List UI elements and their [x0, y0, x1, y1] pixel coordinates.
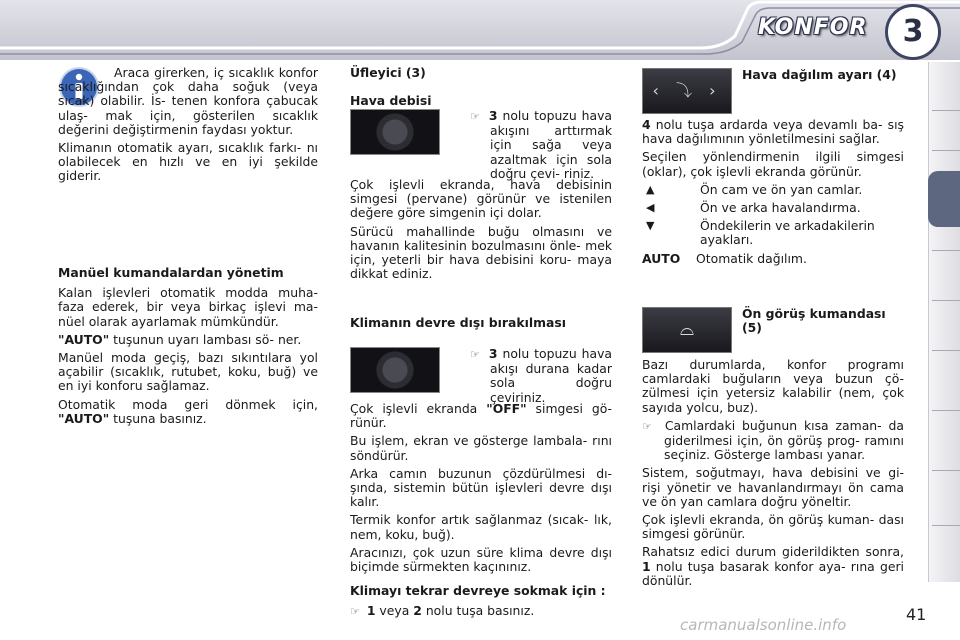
tab-divider	[932, 250, 960, 251]
off-section	[350, 316, 612, 336]
off-label: "OFF"	[486, 401, 527, 416]
demist-heading-box	[742, 307, 902, 341]
manual-heading: Manüel kumandalardan yönetim	[58, 265, 284, 280]
demist-text: nolu tuşa basarak konfor aya- rına geri dönülür.	[642, 558, 904, 588]
arrow-up-icon: ▲	[646, 182, 655, 196]
manual-text: tuşunun uyarı lambası sö- ner.	[109, 331, 302, 347]
demist-paragraph	[642, 545, 904, 588]
restart-section	[350, 584, 612, 623]
demist-paragraph: Bazı durumlarda, konfor programı camlardaki buğuların veya buzun çö- zülmesi için yetersiz kalabilir (nem, çok sayıda yolcu, buz).	[642, 357, 904, 415]
manual-paragraph	[58, 398, 318, 426]
off-text: simgesi gö- rünür.	[350, 401, 613, 431]
pointer-icon: ☞	[470, 348, 489, 361]
blower-body	[350, 178, 612, 285]
pointer-icon: ☞	[350, 605, 367, 619]
option-text: Otomatik dağılım.	[696, 250, 807, 266]
distribution-paragraph	[642, 118, 904, 146]
manual-paragraph: Manüel moda geçiş, bazı sıkıntılara yol açabilir (sıcaklık, rutubet, koku, buğ) ve en iyi konforu sağlamaz.	[58, 350, 318, 394]
blower-paragraph: Çok işlevli ekranda, hava debisinin simgesi (pervane) görünür ve istenilen değere göre simgenin içi dolar.	[350, 177, 612, 221]
pointer-icon: ☞	[470, 110, 489, 123]
fan-instruction-text	[470, 109, 612, 181]
off-text: nolu topuzu hava akışı durana kadar sola doğru çeviriniz.	[490, 346, 612, 405]
page-title: KONFOR	[758, 15, 868, 40]
demist-body	[642, 358, 904, 592]
distribution-option	[642, 219, 904, 247]
demist-text: Camlardaki buğunun kısa zaman- da giderilmesi için, ön görüş prog- ramını seçiniz. Gösterge lambası yanar.	[664, 417, 905, 463]
off-paragraph: Arka camın buzunun çözdürülmesi dı- şında, sistemin bütün işlevleri devre dışı kalır.	[350, 465, 612, 510]
blower-heading: Üfleyici (3)	[350, 65, 426, 80]
restart-instruction	[350, 604, 612, 619]
control-number: 3	[488, 346, 498, 361]
control-number: 4	[642, 117, 651, 132]
manual-text: tuşuna basınız.	[109, 410, 207, 426]
tab-divider	[932, 470, 960, 471]
off-paragraph	[350, 402, 612, 430]
auto-key-label: "AUTO"	[58, 331, 110, 347]
demist-heading: Ön görüş kumandası (5)	[742, 306, 886, 336]
air-flow-subheading: Hava debisi	[350, 93, 432, 109]
tab-divider	[932, 150, 960, 151]
off-paragraph: Termik konfor artık sağlanmaz (sıcak- lık, nem, koku, buğ).	[350, 512, 612, 542]
distribution-heading-box	[742, 68, 902, 88]
tab-divider	[932, 525, 960, 526]
pointer-icon: ☞	[642, 419, 665, 433]
fan-instruction	[450, 109, 612, 185]
column-1	[58, 66, 318, 188]
page-number: 41	[906, 605, 927, 624]
option-text: Ön ve arka havalandırma.	[700, 200, 861, 216]
manual-text: Otomatik moda geri dönmek için,	[58, 396, 318, 412]
distribution-heading: Hava dağılım ayarı (4)	[742, 67, 897, 82]
distribution-paragraph: Seçilen yönlendirmenin ilgili simgesi (oklar), çok işlevli ekranda görünür.	[642, 149, 904, 179]
demist-button-photo: ⌓	[642, 307, 732, 353]
auto-key-label: "AUTO"	[58, 410, 110, 426]
tab-divider	[932, 300, 960, 301]
arrow-left-icon: ◀	[646, 201, 655, 215]
distribution-option-auto	[642, 252, 904, 266]
distribution-body	[642, 118, 904, 270]
demist-text: Rahatsız edici durum giderildikten sonra,	[642, 544, 904, 560]
arrow-down-icon: ▼	[646, 219, 655, 233]
restart-text: nolu tuşa basınız.	[421, 603, 535, 619]
control-number: 1	[642, 558, 651, 574]
off-paragraph: Aracınızı, çok uzun süre klima devre dışı biçimde sürmekten kaçınınız.	[350, 544, 612, 575]
off-heading: Klimanın devre dışı bırakılması	[350, 315, 567, 330]
off-body	[350, 402, 612, 578]
tab-divider	[932, 110, 960, 111]
control-number: 3	[488, 108, 498, 123]
off-instruction-text	[470, 347, 612, 405]
distribution-option	[642, 201, 904, 215]
manual-paragraph: Kalan işlevleri otomatik modda muha- faza ederek, bir veya birkaç işlevi ma- nüel olarak ayarlamak mümkündür.	[58, 285, 318, 329]
restart-heading: Klimayı tekrar devreye sokmak için :	[350, 583, 606, 598]
manual-paragraph	[58, 333, 318, 347]
intro-paragraph: Araca girerken, iç sıcaklık konfor sıcaklığından çok daha soğuk (veya sıcak) olabilir. İs- tenen konfora çabucak ulaş- mak için, gösterilen sıcaklık değerini değiştirmenin faydası yoktur.	[58, 65, 318, 137]
chapter-badge: 3	[885, 4, 941, 60]
intro-paragraph: Klimanın otomatik ayarı, sıcaklık farkı- nı olabilecek en hızlı ve en iyi şekilde giderir.	[58, 140, 318, 184]
tab-divider	[932, 410, 960, 411]
off-text: Çok işlevli ekranda	[350, 401, 487, 416]
off-paragraph: Bu işlem, ekran ve gösterge lambala- rını söndürür.	[350, 433, 612, 463]
option-text: Ön cam ve ön yan camlar.	[700, 181, 863, 197]
control-number: 1	[366, 603, 376, 619]
fan-knob-off-photo	[350, 347, 440, 393]
distribution-text: nolu tuşa ardarda veya devamlı ba- sış hava dağılımının yönletilmesini sağlar.	[642, 117, 904, 147]
tab-divider	[932, 350, 960, 351]
chapter-tabs	[928, 62, 960, 582]
fan-text: nolu topuzu hava akışını arttırmak için sağa veya azaltmak için sola doğru çevi- riniz.	[490, 108, 612, 181]
restart-text: veya	[375, 603, 414, 619]
option-text: Öndekilerin ve arkadakilerin ayakları.	[700, 218, 875, 248]
watermark: carmanualsonline.info	[680, 616, 847, 634]
demist-paragraph: Sistem, soğutmayı, hava debisini ve gi- rişi yönetir ve havanlandırmayı ön cama ve ön yan camlara doğru yöneltir.	[642, 465, 904, 509]
demist-paragraph: Çok işlevli ekranda, ön görüş kuman- dası simgesi görünür.	[642, 512, 904, 542]
fan-knob-photo	[350, 109, 440, 155]
distribution-buttons-photo: ‹ ⤵ ›	[642, 68, 732, 114]
manual-section	[58, 266, 318, 430]
demist-instruction	[642, 419, 904, 463]
auto-label: AUTO	[642, 250, 681, 266]
blower-paragraph: Sürücü mahallinde buğu olmasını ve havanın kalitesinin bozulmasını önle- mek için, yeterli bir hava debisini koru- maya dikkat ediniz.	[350, 223, 612, 282]
off-instruction	[450, 347, 612, 409]
distribution-option	[642, 183, 904, 197]
control-number: 2	[413, 603, 422, 619]
tab-active-chapter[interactable]	[928, 171, 960, 227]
